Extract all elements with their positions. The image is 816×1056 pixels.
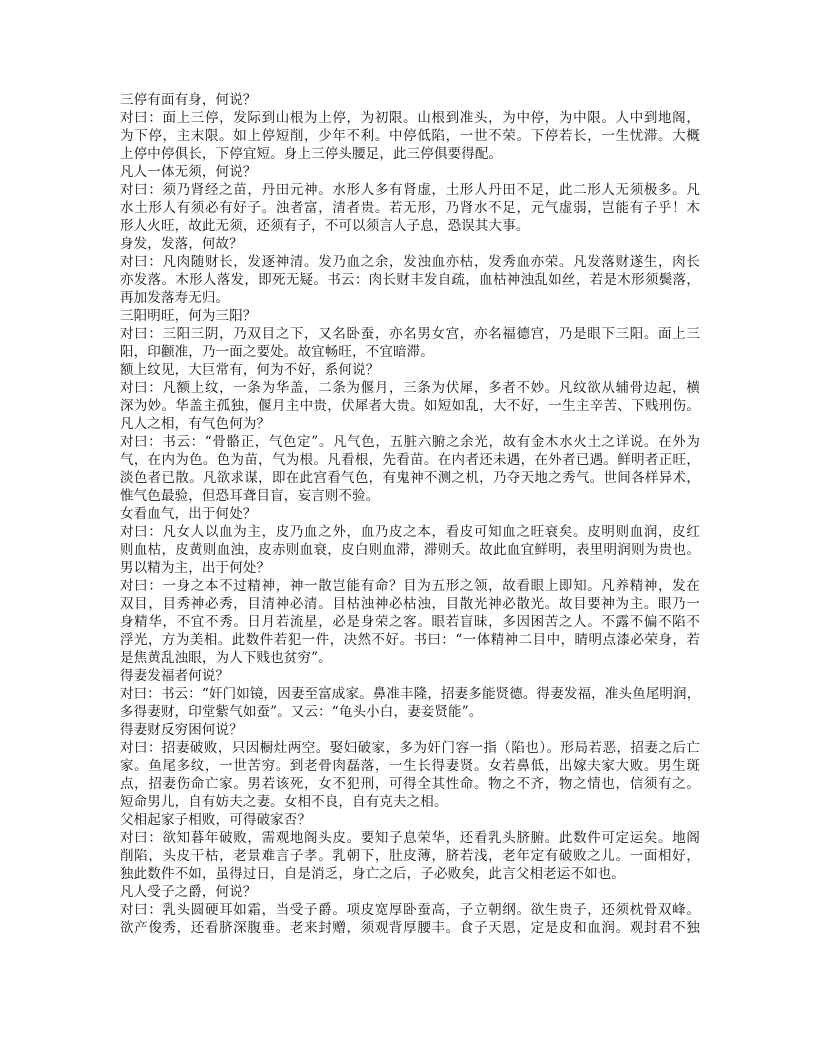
text-line: 对曰：乳头圆硬耳如霜，当受子爵。项皮宽厚卧蚕高，子立朝纲。欲生贵子，还须枕骨双峰。 (120, 902, 700, 918)
text-line: 父相起家子相败，可得破家否？ (120, 812, 312, 828)
text-line: 凡人之相，有气色何为？ (120, 416, 271, 432)
text-line: 对曰：凡女人以血为主，皮乃血之外，血乃皮之本，看皮可知血之旺衰矣。皮明则血润，皮红 (120, 524, 700, 540)
document-page (120, 91, 700, 937)
text-line: 得妻财反穷困何说？ (120, 722, 243, 738)
text-line: 水土形人有须必有好子。浊者富，清者贵。若无形，乃肾水不足，元气虚弱，岂能有子乎！木 (120, 200, 700, 216)
text-line: 三停有面有身，何说？ (120, 92, 257, 108)
text-line: 对曰：书云：“奸门如镜，因妻至富成家。鼻准丰隆，招妻多能贤德。得妻发福，准头鱼尾明润， (120, 686, 701, 702)
text-line: 削陷，头皮干枯，老景难言子孝。乳朝下，肚皮薄，脐若浅，老年定有破败之儿。一面相好， (120, 848, 700, 864)
text-line: 浮光，方为美相。此数件若犯一件，决然不好。书曰：“一体精神二目中，睛明点漆必荣身，若 (120, 632, 700, 648)
text-line: 再加发落寿无归。 (120, 290, 230, 306)
text-line: 对曰：面上三停，发际到山根为上停，为初限。山根到准头，为中停，为中限。人中到地阁， (120, 110, 700, 126)
text-line: 独此数件不如，虽得过日，自是消乏，身亡之后，子必败矣，此言父相老运不如也。 (120, 866, 626, 882)
text-line: 形人火旺，故此无须，还须有子，不可以须言人子息，恐误其大事。 (120, 218, 530, 234)
text-line: 凡人受子之爵，何说？ (120, 884, 257, 900)
text-line: 身发，发落，何故？ (120, 236, 243, 252)
text-line: 对曰：凡额上纹，一条为华盖，二条为偃月，三条为伏犀，多者不妙。凡纹欲从辅骨边起，横 (120, 380, 700, 396)
text-line: 为下停，主末限。如上停短削，少年不利。中停低陷，一世不荣。下停若长，一生忧滞。大概 (120, 128, 700, 144)
text-line: 则血枯，皮黄则血浊，皮赤则血衰，皮白则血滞，滞则夭。故此血宜鲜明，表里明润则为贵也。 (120, 542, 700, 558)
text-line: 亦发落。木形人落发，即死无疑。书云：肉长财丰发自疏，血枯神浊乱如丝，若是木形须鬓落， (120, 272, 700, 288)
text-line: 三阳明旺，何为三阳？ (120, 308, 257, 324)
text-line: 多得妻财，印堂紫气如蚕”。又云：“龟头小白，妻妾贤能”。 (120, 704, 483, 720)
text-line: 身精华，不宜不秀。日月若流星，必是身荣之客。眼若盲昧，多因困苦之人。不露不偏不陷不 (120, 614, 700, 630)
text-line: 男以精为主，出于何处？ (120, 560, 271, 576)
text-line: 深为妙。华盖主孤独，偃月主中贵，伏犀者大贵。如短如乱，大不好，一生主辛苦、下贱刑伤。 (120, 398, 700, 414)
text-line: 对曰：三阳三阴，乃双目之下，又名卧蚕，亦名男女宫，亦名福德宫，乃是眼下三阳。面上三 (120, 326, 700, 342)
text-line: 女看血气，出于何处？ (120, 506, 257, 522)
text-line: 上停中停俱长，下停宜短。身上三停头腰足，此三停俱要得配。 (120, 146, 503, 162)
text-line: 对曰：书云：“骨骼正，气色定”。凡气色，五脏六腑之余光，故有金木水火土之详说。在外为 (120, 434, 700, 450)
text-line: 额上纹见，大巨常有，何为不好，系何说？ (120, 362, 380, 378)
text-line: 得妻发福者何说？ (120, 668, 230, 684)
text-line: 是焦黄乱浊眼，为人下贱也贫穷”。 (120, 650, 332, 666)
text-line: 欲产俊秀，还看脐深腹垂。老来封赠，须观背厚腰丰。食子天恩，定是皮和血润。观封君不独 (120, 920, 700, 936)
text-line: 凡人一体无须，何说？ (120, 164, 257, 180)
text-line: 家。鱼尾多纹，一世苦穷。到老骨肉磊落，一生长得妻贤。女若鼻低，出嫁夫家大败。男生斑 (120, 758, 700, 774)
text-line: 对曰：招妻破败，只因橱灶两空。娶妇破家，多为奸门容一指（陷也）。形局若恶，招妻之后亡 (120, 740, 700, 756)
text-line: 对曰：一身之本不过精神，神一散岂能有命？目为五形之领，故看眼上即知。凡养精神，发在 (120, 578, 700, 594)
text-line: 对曰：凡肉随财长，发逐神清。发乃血之余，发浊血亦枯，发秀血亦荣。凡发落财遂生，肉长 (120, 254, 700, 270)
text-line: 气，在内为色。色为苗，气为根。凡看根，先看苗。在内者还未遇，在外者已遇。鲜明者正旺， (120, 452, 700, 468)
text-line: 点，招妻伤命亡家。男若该死，女不犯刑，可得全其性命。物之不齐，物之情也，信须有之。 (120, 776, 700, 792)
text-line: 惟气色最验，但恐耳聋目盲，妄言则不验。 (120, 488, 380, 504)
text-line: 双目，目秀神必秀，目清神必清。目枯浊神必枯浊，目散光神必散光。故目要神为主。眼乃一 (120, 596, 700, 612)
text-line: 短命男儿，自有妨夫之妻。女相不良，自有克夫之相。 (120, 794, 448, 810)
text-line: 对曰：须乃肾经之苗，丹田元神。水形人多有肾虚，土形人丹田不足，此二形人无须极多。凡 (120, 182, 700, 198)
text-line: 淡色者已散。凡欲求谋，即在此宫看气色，有鬼神不测之机，乃夺天地之秀气。世间各样异术， (120, 470, 700, 486)
text-line: 对曰：欲知暮年破败，需观地阁头皮。要知子息荣华，还看乳头脐腑。此数件可定运矣。地阁 (120, 830, 700, 846)
text-line: 阳，印颧准，乃一面之要处。故宜畅旺，不宜暗滞。 (120, 344, 434, 360)
